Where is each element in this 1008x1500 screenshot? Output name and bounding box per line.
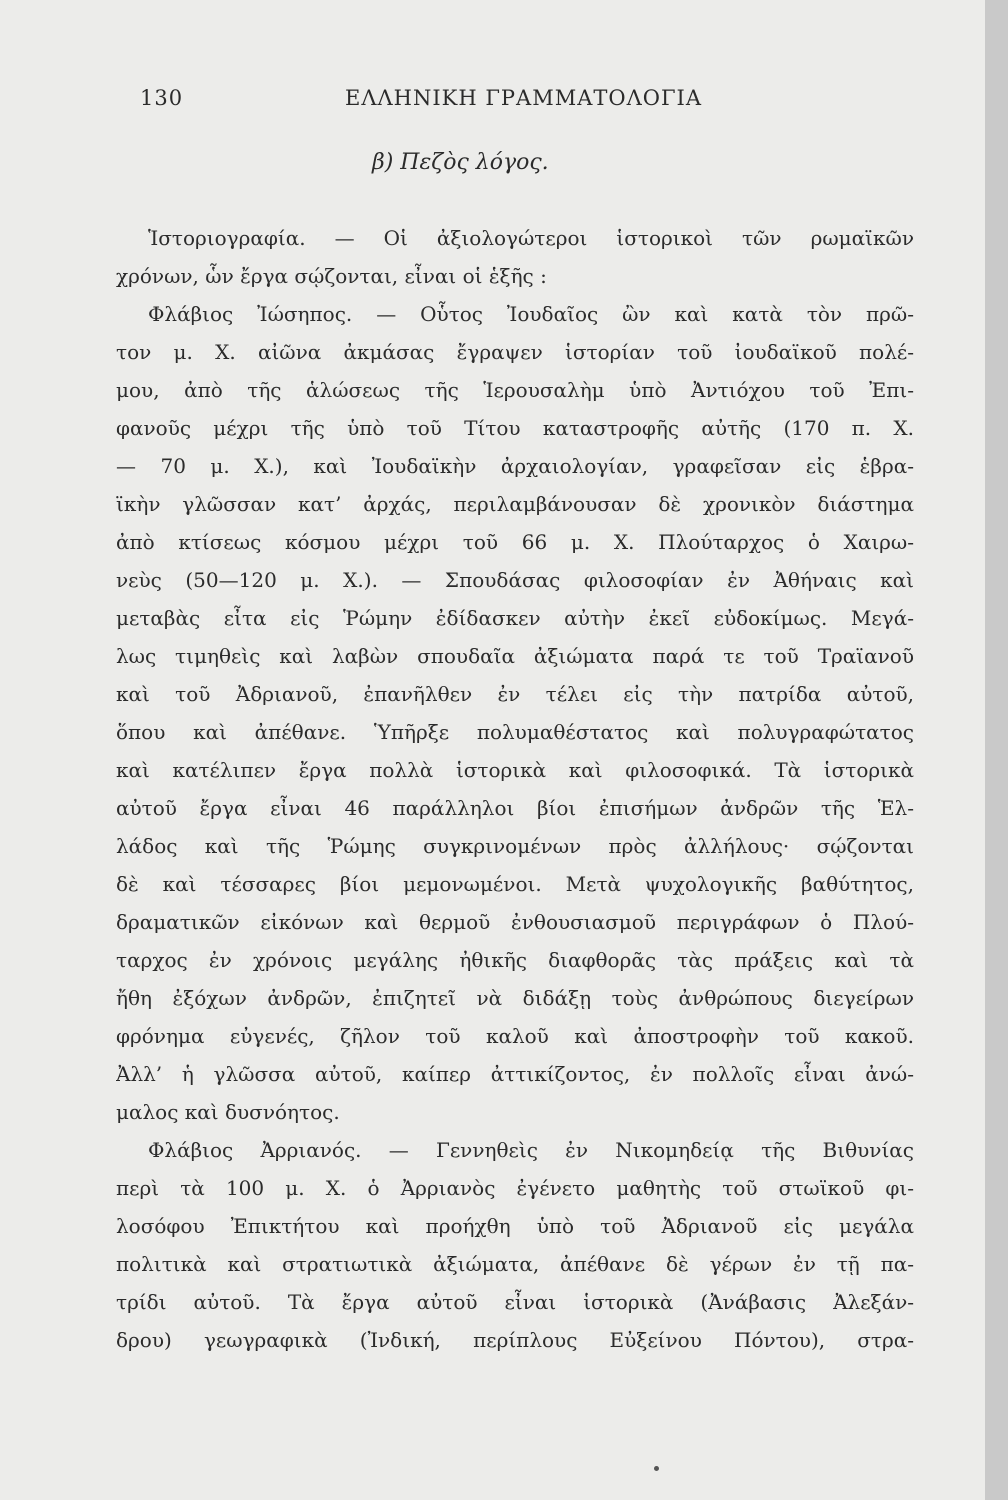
text-line: μεταβὰς εἶτα εἰς Ῥώμην ἐδίδασκεν αὐτὴν ἐκεῖ εὐδοκίμως. Μεγά- [116, 606, 914, 630]
text-line: μαλος καὶ δυσνόητος. [116, 1100, 340, 1124]
text-line: αὐτοῦ ἔργα εἶναι 46 παράλληλοι βίοι ἐπισήμων ἀνδρῶν τῆς Ἑλ- [116, 796, 914, 820]
page-edge [985, 0, 1008, 1500]
text-line: ταρχος ἐν χρόνοις μεγάλης ἠθικῆς διαφθορᾶς τὰς πράξεις καὶ τὰ [116, 948, 914, 972]
text-line: ἀπὸ κτίσεως κόσμου μέχρι τοῦ 66 μ. Χ. Πλούταρχος ὁ Χαιρω- [116, 530, 914, 554]
text-line: λάδος καὶ τῆς Ῥώμης συγκρινομένων πρὸς ἀλλήλους· σῴζονται [116, 834, 914, 858]
text-line: τον μ. Χ. αἰῶνα ἀκμάσας ἔγραψεν ἱστορίαν τοῦ ἰουδαϊκοῦ πολέ- [116, 340, 914, 364]
text-line: μου, ἀπὸ τῆς ἁλώσεως τῆς Ἱερουσαλὴμ ὑπὸ Ἀντιόχου τοῦ Ἐπι- [116, 378, 914, 402]
text-line: ἤθη ἐξόχων ἀνδρῶν, ἐπιζητεῖ νὰ διδάξῃ τοὺς ἀνθρώπους διεγείρων [116, 986, 914, 1010]
text-line: φρόνημα εὐγενές, ζῆλον τοῦ καλοῦ καὶ ἀποστροφὴν τοῦ κακοῦ. [116, 1024, 914, 1048]
running-header [140, 86, 900, 118]
text-line: δραματικῶν εἰκόνων καὶ θερμοῦ ἐνθουσιασμοῦ περιγράφων ὁ Πλού- [116, 910, 914, 934]
text-line: πολιτικὰ καὶ στρατιωτικὰ ἀξιώματα, ἀπέθανε δὲ γέρων ἐν τῇ πα- [116, 1252, 914, 1276]
text-line: Ἱστοριογραφία. — Οἱ ἀξιολογώτεροι ἱστορικοὶ τῶν ρωμαϊκῶν [148, 226, 914, 250]
text-line: χρόνων, ὧν ἔργα σῴζονται, εἶναι οἱ ἑξῆς : [116, 264, 547, 288]
page-number: 130 [140, 86, 184, 110]
text-line: λοσόφου Ἐπικτήτου καὶ προήχθη ὑπὸ τοῦ Ἀδριανοῦ εἰς μεγάλα [116, 1214, 914, 1238]
text-line: ϊκὴν γλῶσσαν κατ’ ἀρχάς, περιλαμβάνουσαν δὲ χρονικὸν διάστημα [116, 492, 914, 516]
text-line: ὅπου καὶ ἀπέθανε. Ὑπῆρξε πολυμαθέστατος καὶ πολυγραφώτατος [116, 720, 914, 744]
text-line: δρου) γεωγραφικὰ (Ἰνδική, περίπλους Εὐξείνου Πόντου), στρα- [116, 1328, 914, 1352]
section-heading: β) Πεζὸς λόγος. [372, 150, 549, 175]
running-title: ΕΛΛΗΝΙΚΗ ΓΡΑΜΜΑΤΟΛΟΓΙΑ [345, 86, 702, 110]
text-line: τρίδι αὐτοῦ. Τὰ ἔργα αὐτοῦ εἶναι ἱστορικὰ (Ἀνάβασις Ἀλεξάν- [116, 1290, 914, 1314]
text-line: περὶ τὰ 100 μ. Χ. ὁ Ἀρριανὸς ἐγένετο μαθητὴς τοῦ στωϊκοῦ φι- [116, 1176, 914, 1200]
text-line: Φλάβιος Ἰώσηπος. — Οὗτος Ἰουδαῖος ὢν καὶ κατὰ τὸν πρῶ- [148, 302, 914, 326]
ink-speck [654, 1466, 659, 1471]
text-line: λως τιμηθεὶς καὶ λαβὼν σπουδαῖα ἀξιώματα παρά τε τοῦ Τραϊανοῦ [116, 644, 914, 668]
text-line: — 70 μ. Χ.), καὶ Ἰουδαϊκὴν ἀρχαιολογίαν, γραφεῖσαν εἰς ἑβρα- [116, 454, 914, 478]
text-line: Φλάβιος Ἀρριανός. — Γεννηθεὶς ἐν Νικομηδείᾳ τῆς Βιθυνίας [148, 1138, 914, 1162]
text-line: καὶ κατέλιπεν ἔργα πολλὰ ἱστορικὰ καὶ φιλοσοφικά. Τὰ ἱστορικὰ [116, 758, 914, 782]
text-line: φανοῦς μέχρι τῆς ὑπὸ τοῦ Τίτου καταστροφῆς αὐτῆς (170 π. Χ. [116, 416, 914, 440]
text-line: Ἀλλ’ ἡ γλῶσσα αὐτοῦ, καίπερ ἀττικίζοντος, ἐν πολλοῖς εἶναι ἀνώ- [116, 1062, 914, 1086]
text-line: καὶ τοῦ Ἀδριανοῦ, ἐπανῆλθεν ἐν τέλει εἰς τὴν πατρίδα αὐτοῦ, [116, 682, 914, 706]
text-line: δὲ καὶ τέσσαρες βίοι μεμονωμένοι. Μετὰ ψυχολογικῆς βαθύτητος, [116, 872, 914, 896]
text-line: νεὺς (50—120 μ. Χ.). — Σπουδάσας φιλοσοφίαν ἐν Ἀθήναις καὶ [116, 568, 914, 592]
